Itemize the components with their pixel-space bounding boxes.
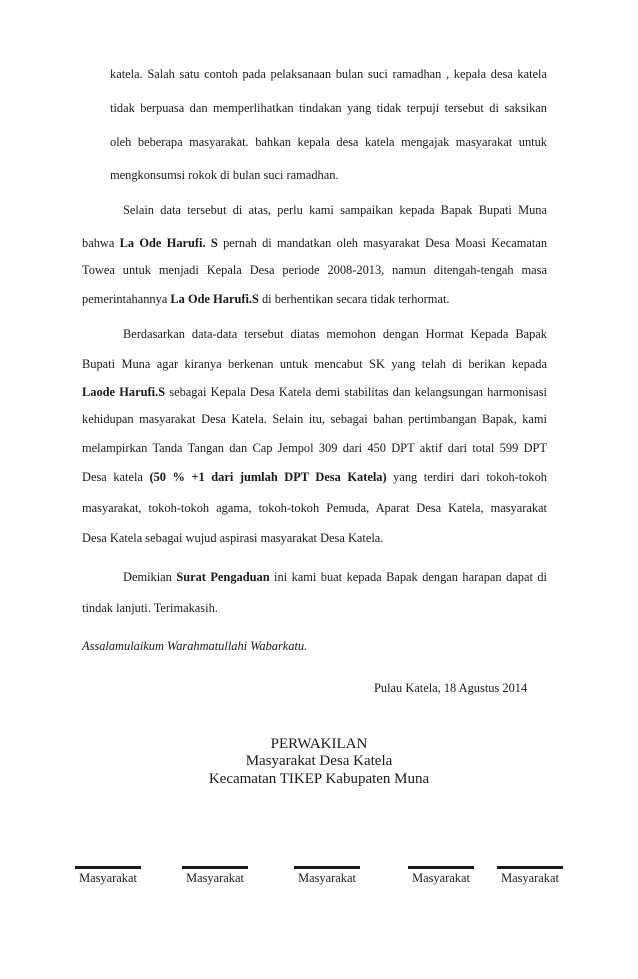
paragraph-3-line-4: kehidupan masyarakat Desa Katela. Selain itu, sebagai bahan pertimbangan Bapak, kami — [82, 412, 547, 426]
text-run: Desa katela — [82, 470, 150, 484]
text-run: ini kami buat kepada Bapak dengan harapan dapat di — [269, 570, 547, 584]
paragraph-1-line-3: oleh beberapa masyarakat. bahkan kepala desa katela mengajak masyarakat untuk — [110, 135, 547, 149]
text-run: Demikian — [123, 570, 177, 584]
paragraph-2-line-2 — [82, 235, 547, 251]
paragraph-3-line-2: Bupati Muna agar kiranya berkenan untuk mencabut SK yang telah di berikan kepada — [82, 357, 547, 371]
signer-label: Masyarakat — [298, 871, 356, 885]
bold-name: Laode Harufi.S — [82, 385, 166, 399]
signer-slot — [408, 866, 474, 886]
text-run: bahwa — [82, 236, 120, 250]
signer-slot — [75, 866, 141, 886]
signature-subheading: Masyarakat Desa Katela — [245, 753, 393, 769]
bold-phrase: (50 % +1 dari jumlah DPT Desa Katela) — [149, 470, 387, 484]
place-date: Pulau Katela, 18 Agustus 2014 — [374, 681, 528, 695]
text-run: di berhentikan secara tidak terhormat. — [258, 292, 450, 306]
bold-name: La Ode Harufi. S — [119, 236, 218, 250]
signer-label: Masyarakat — [186, 871, 244, 885]
paragraph-2-line-4 — [82, 291, 547, 307]
paragraph-3-line-3 — [82, 384, 547, 400]
text-run: sebagai Kepala Desa Katela demi stabilitas dan kelangsungan harmonisasi — [165, 385, 547, 399]
bold-name: La Ode Harufi.S — [170, 292, 259, 306]
signature-location: Kecamatan TIKEP Kabupaten Muna — [208, 771, 430, 787]
paragraph-4-line-2: tindak lanjuti. Terimakasih. — [82, 601, 218, 615]
paragraph-3-line-6 — [82, 469, 547, 485]
paragraph-1-line-2: tidak berpuasa dan memperlihatkan tindakan yang tidak terpuji tersebut di saksikan — [110, 101, 547, 115]
signature-line — [294, 866, 360, 869]
paragraph-4-line-1 — [123, 569, 547, 585]
signer-slot — [182, 866, 248, 886]
text-run: pernah di mandatkan oleh masyarakat Desa Moasi Kecamatan — [217, 236, 548, 250]
signature-line — [75, 866, 141, 869]
paragraph-3-line-8: Desa Katela sebagai wujud aspirasi masyarakat Desa Katela. — [82, 531, 384, 545]
paragraph-1-line-1: katela. Salah satu contoh pada pelaksanaan bulan suci ramadhan , kepala desa katela — [110, 67, 547, 81]
paragraph-3-line-7: masyarakat, tokoh-tokoh agama, tokoh-tokoh Pemuda, Aparat Desa Katela, masyarakat — [82, 501, 547, 515]
signer-label: Masyarakat — [79, 871, 137, 885]
signer-label: Masyarakat — [412, 871, 470, 885]
text-run: yang terdiri dari tokoh-tokoh — [386, 470, 548, 484]
closing-greeting: Assalamulaikum Warahmatullahi Wabarkatu. — [82, 639, 308, 653]
text-run: pemerintahannya — [82, 292, 171, 306]
signer-slot — [497, 866, 563, 886]
paragraph-3-line-1: Berdasarkan data-data tersebut diatas memohon dengan Hormat Kepada Bapak — [123, 327, 547, 341]
paragraph-2-line-3: Towea untuk menjadi Kepala Desa periode 2008-2013, namun ditengah-tengah masa — [82, 263, 547, 277]
signature-line — [182, 866, 248, 869]
signature-heading: PERWAKILAN — [270, 736, 368, 752]
signer-slot — [294, 866, 360, 886]
paragraph-3-line-5: melampirkan Tanda Tangan dan Cap Jempol 309 dari 450 DPT aktif dari total 599 DPT — [82, 441, 547, 455]
paragraph-2-line-1: Selain data tersebut di atas, perlu kami sampaikan kepada Bapak Bupati Muna — [123, 203, 547, 217]
signature-line — [497, 866, 563, 869]
paragraph-1-line-4: mengkonsumsi rokok di bulan suci ramadhan. — [110, 168, 339, 182]
signature-line — [408, 866, 474, 869]
signer-label: Masyarakat — [501, 871, 559, 885]
bold-title: Surat Pengaduan — [176, 570, 270, 584]
